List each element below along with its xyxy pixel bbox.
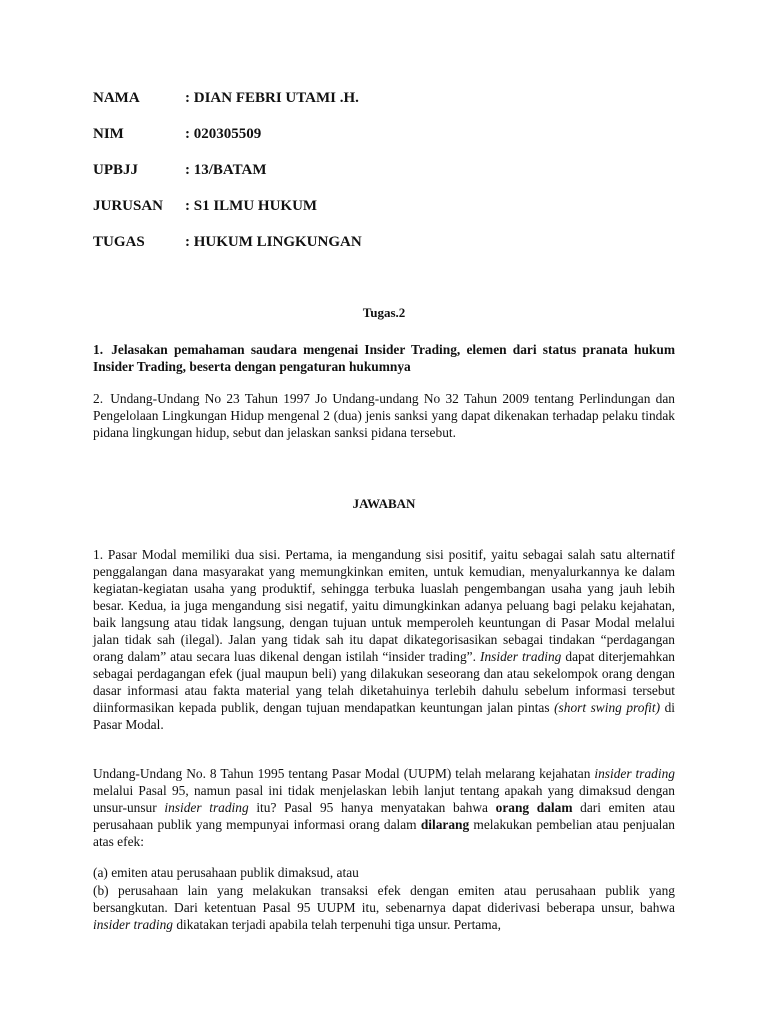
list-item-b-text-a: (b) perusahaan lain yang melakukan transaksi efek dengan emiten atau perusahaan publik yang bersangkutan. Dari ketentuan Pasal 95 UUPM itu, sebenarnya dapat diderivasi beberapa unsur, bahwa — [93, 883, 675, 915]
answer-p2-text-d: dari emiten atau perusahaan publik yang mempunyai informasi orang dalam — [93, 800, 676, 832]
tugas-value: : HUKUM LINGKUNGAN — [185, 234, 362, 250]
answer-paragraph-1 — [93, 546, 675, 733]
jurusan-row — [93, 197, 317, 215]
answer-p1-text-b: dapat diterjemahkan sebagai perdagangan efek (jual maupun beli) yang dilakukan seseorang dan atau sekelompok orang dengan dasar informasi atau fakta material yang telah diketahuinya terlebih dahulu sebelum informasi tersebut diinformasikan kepada publik, dengan tujuan mendapatkan keuntungan jalan pintas — [93, 649, 675, 715]
jurusan-label: JURUSAN — [93, 198, 164, 214]
answer-p2-bold-2: dilarang — [420, 817, 470, 832]
list-item-b — [93, 882, 675, 933]
answer-p2-text-c: itu? Pasal 95 hanya menyatakan bahwa — [248, 800, 496, 815]
question-2-number: 2. — [93, 391, 104, 406]
answer-p1-italic-1: Insider trading — [480, 649, 562, 664]
name-row — [93, 89, 359, 107]
upbjj-label: UPBJJ — [93, 162, 138, 178]
upbjj-row — [93, 161, 267, 179]
question-1-text: Jelasakan pemahaman saudara mengenai Insider Trading, elemen dari status pranata hukum Insider Trading, beserta dengan pengaturan hukumnya — [93, 342, 675, 374]
assignment-title: Tugas.2 — [362, 305, 406, 320]
nim-label: NIM — [93, 126, 124, 142]
jurusan-value: : S1 ILMU HUKUM — [185, 198, 318, 214]
answer-p2-text-a: Undang-Undang No. 8 Tahun 1995 tentang Pasar Modal (UUPM) telah melarang kejahatan — [93, 766, 595, 781]
list-item-b-italic: insider trading — [93, 917, 173, 932]
answer-p1-text-a: 1. Pasar Modal memiliki dua sisi. Pertama, ia mengandung sisi positif, yaitu sebagai salah satu alternatif penggalangan dana masyarakat yang memungkinkan emiten, untuk kemudian, menyalurkannya ke dalam kegiatan-kegiatan usaha yang produktif, sehingga terbuka luaslah pengembangan usaha yang jauh lebih besar. Kedua, ia juga mengandung sisi negatif, yaitu dimungkinkan adanya peluang bagi pelaku kejahatan, baik langsung atau tidak langsung, dengan tujuan untuk memperoleh keuntungan di Pasar Modal melalui jalan tidak sah (ilegal). Jalan yang tidak sah itu dapat dikategorisasikan sebagai tindakan “perdagangan orang dalam” atau secara luas dikenal dengan istilah “insider trading”. — [93, 547, 675, 664]
question-2-text: Undang-Undang No 23 Tahun 1997 Jo Undang-undang No 32 Tahun 2009 tentang Perlindungan dan Pengelolaan Lingkungan Hidup mengenal 2 (dua) jenis sanksi yang dapat dikenakan terhadap pelaku tindak pidana lingkungan hidup, sebut dan jelaskan sanksi pidana tersebut. — [93, 391, 675, 440]
list-item-b-text-b: dikatakan terjadi apabila telah terpenuhi tiga unsur. Pertama, — [172, 917, 501, 932]
list-item-a: (a) emiten atau perusahaan publik dimaksud, atau — [93, 865, 359, 880]
answer-paragraph-2 — [93, 765, 675, 850]
answer-p2-bold-1: orang dalam — [495, 800, 573, 815]
name-value: : DIAN FEBRI UTAMI .H. — [185, 90, 359, 106]
answer-title: JAWABAN — [352, 496, 416, 511]
question-2 — [93, 390, 675, 441]
tugas-row — [93, 233, 362, 251]
answer-p2-italic-2: insider trading — [164, 800, 249, 815]
nim-row — [93, 125, 261, 143]
upbjj-value: : 13/BATAM — [185, 162, 267, 178]
answer-p1-text-c: di Pasar Modal. — [93, 700, 675, 732]
nim-value: : 020305509 — [185, 126, 262, 142]
answer-p2-text-e: melakukan pembelian atau penjualan atas efek: — [93, 817, 675, 849]
answer-p1-italic-2: (short swing profit) — [554, 700, 661, 715]
question-1-number: 1. — [93, 342, 104, 357]
name-label: NAMA — [93, 90, 140, 106]
answer-p2-italic-1: insider trading — [594, 766, 675, 781]
question-1 — [93, 341, 675, 375]
answer-p2-text-b: melalui Pasal 95, namun pasal ini tidak menjelaskan lebih lanjut tentang apakah yang dimaksud dengan unsur-unsur — [93, 783, 675, 815]
tugas-label: TUGAS — [93, 234, 145, 250]
